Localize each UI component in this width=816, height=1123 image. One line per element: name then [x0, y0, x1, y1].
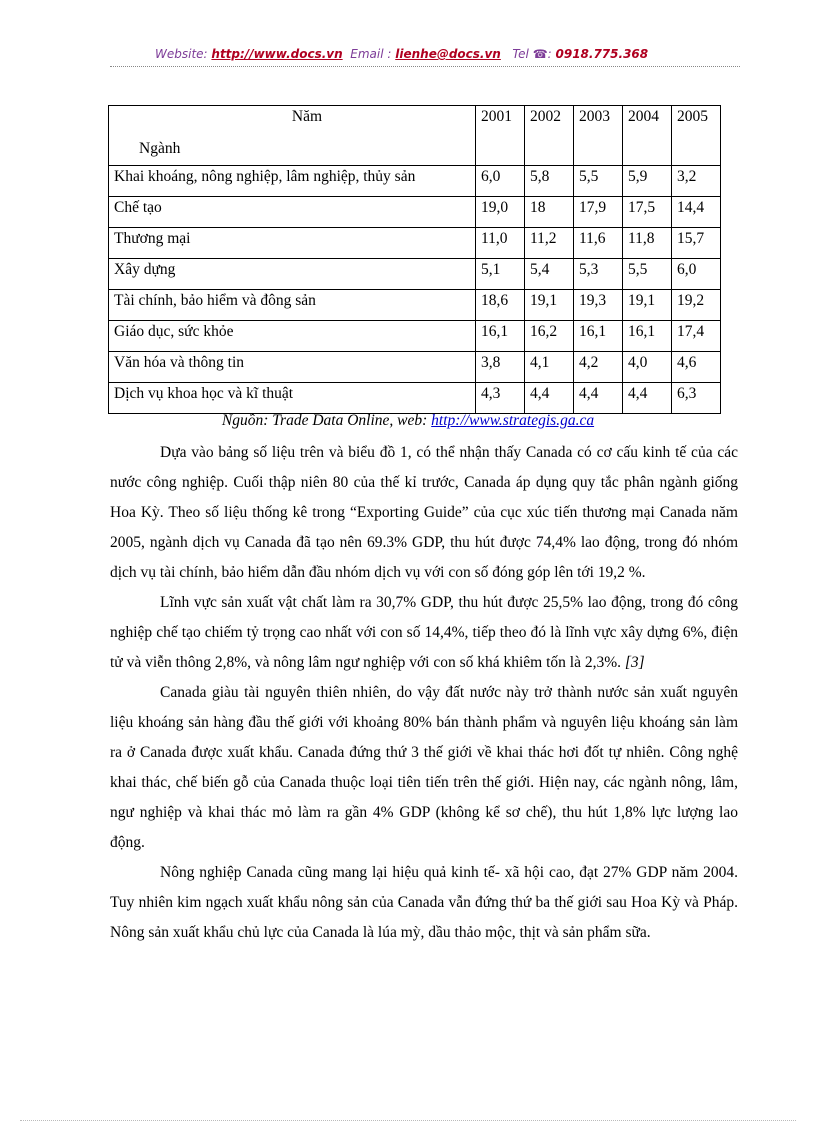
- value-cell: 5,1: [476, 259, 525, 290]
- value-cell: 4,4: [574, 383, 623, 414]
- value-cell: 19,1: [623, 290, 672, 321]
- year-column-header: 2004: [623, 106, 672, 166]
- value-cell: 18: [525, 197, 574, 228]
- table-source: [0, 412, 816, 430]
- sector-cell: Tài chính, bảo hiểm và đông sản: [109, 290, 476, 321]
- value-cell: 11,0: [476, 228, 525, 259]
- value-cell: 18,6: [476, 290, 525, 321]
- body-text: [110, 438, 738, 948]
- email-link[interactable]: lienhe@docs.vn: [395, 47, 501, 61]
- table-corner-header: [109, 106, 476, 166]
- value-cell: 4,3: [476, 383, 525, 414]
- value-cell: 4,1: [525, 352, 574, 383]
- value-cell: 17,5: [623, 197, 672, 228]
- table-header-row: [109, 106, 721, 166]
- value-cell: 4,6: [672, 352, 721, 383]
- value-cell: 16,1: [476, 321, 525, 352]
- sector-cell: Văn hóa và thông tin: [109, 352, 476, 383]
- website-label: Website:: [155, 47, 212, 61]
- value-cell: 5,9: [623, 166, 672, 197]
- table-row: [109, 383, 721, 414]
- value-cell: 19,0: [476, 197, 525, 228]
- year-column-header: 2003: [574, 106, 623, 166]
- value-cell: 3,8: [476, 352, 525, 383]
- table-row: [109, 197, 721, 228]
- value-cell: 4,0: [623, 352, 672, 383]
- tel-number: 0918.775.368: [555, 47, 649, 61]
- footer-divider: [20, 1120, 796, 1121]
- year-column-header: 2002: [525, 106, 574, 166]
- table-row: [109, 228, 721, 259]
- sector-header: Ngành: [139, 140, 181, 157]
- paragraph-text: Lĩnh vực sản xuất vật chất làm ra 30,7% GDP, thu hút được 25,5% lao động, trong đó công nghiệp chế tạo chiếm tỷ trọng cao nhất với con số 14,4%, tiếp theo đó là lĩnh vực xây dựng 6%, điện tử và viễn thông 2,8%, và nông lâm ngư nghiệp với con số khá khiêm tốn là 2,3%.: [110, 594, 738, 671]
- value-cell: 4,4: [623, 383, 672, 414]
- value-cell: 17,9: [574, 197, 623, 228]
- table-row: [109, 166, 721, 197]
- value-cell: 19,2: [672, 290, 721, 321]
- value-cell: 19,3: [574, 290, 623, 321]
- paragraph: Canada giàu tài nguyên thiên nhiên, do vậy đất nước này trở thành nước sản xuất nguyên liệu khoáng sản hàng đầu thế giới với khoảng 80% bán thành phẩm và nguyên liệu khoáng sản làm ra ở Canada được xuất khẩu. Canada đứng thứ 3 thế giới về khai thác hơi đốt tự nhiên. Công nghệ khai thác, chế biến gỗ của Canada thuộc loại tiên tiến trên thế giới. Hiện nay, các ngành nông, lâm, ngư nghiệp và khai thác mỏ làm ra gần 4% GDP (không kể sơ chế), thu hút 1,8% lực lượng lao động.: [110, 684, 738, 851]
- value-cell: 6,3: [672, 383, 721, 414]
- value-cell: 11,8: [623, 228, 672, 259]
- sector-table: [108, 105, 721, 414]
- year-header: Năm: [291, 108, 323, 125]
- sector-cell: Thương mại: [109, 228, 476, 259]
- email-label: Email :: [350, 47, 396, 61]
- value-cell: 16,1: [574, 321, 623, 352]
- sector-cell: Dịch vụ khoa học và kĩ thuật: [109, 383, 476, 414]
- value-cell: 16,1: [623, 321, 672, 352]
- paragraph: Dựa vào bảng số liệu trên và biểu đồ 1, có thể nhận thấy Canada có cơ cấu kinh tế của các nước công nghiệp. Cuối thập niên 80 của thế kỉ trước, Canada áp dụng quy tắc phân ngành giống Hoa Kỳ. Theo số liệu thống kê trong “Exporting Guide” của cục xúc tiến thương mại Canada năm 2005, ngành dịch vụ Canada đã tạo nên 69.3% GDP, thu hút được 74,4% lao động, trong đó nhóm dịch vụ tài chính, bảo hiểm dẫn đầu nhóm dịch vụ với con số đóng góp lên tới 19,2 %.: [110, 444, 738, 581]
- value-cell: 3,2: [672, 166, 721, 197]
- value-cell: 16,2: [525, 321, 574, 352]
- value-cell: 17,4: [672, 321, 721, 352]
- page-header: [155, 47, 755, 67]
- table-row: [109, 259, 721, 290]
- tel-label: Tel ☎:: [512, 47, 556, 61]
- table-row: [109, 290, 721, 321]
- value-cell: 5,3: [574, 259, 623, 290]
- value-cell: 15,7: [672, 228, 721, 259]
- sector-cell: Chế tạo: [109, 197, 476, 228]
- sector-cell: Khai khoáng, nông nghiệp, lâm nghiệp, thủy sản: [109, 166, 476, 197]
- sector-cell: Giáo dục, sức khỏe: [109, 321, 476, 352]
- value-cell: 6,0: [476, 166, 525, 197]
- value-cell: 14,4: [672, 197, 721, 228]
- year-column-header: 2001: [476, 106, 525, 166]
- header-divider: [110, 66, 740, 67]
- value-cell: 4,2: [574, 352, 623, 383]
- value-cell: 5,5: [574, 166, 623, 197]
- table-row: [109, 352, 721, 383]
- source-link[interactable]: http://www.strategis.ga.ca: [431, 412, 595, 429]
- value-cell: 11,6: [574, 228, 623, 259]
- value-cell: 4,4: [525, 383, 574, 414]
- table-row: [109, 321, 721, 352]
- source-label: Nguồn: Trade Data Online, web:: [221, 412, 432, 429]
- website-link[interactable]: http://www.docs.vn: [211, 47, 343, 61]
- value-cell: 6,0: [672, 259, 721, 290]
- value-cell: 5,5: [623, 259, 672, 290]
- paragraph: [110, 588, 738, 678]
- sector-cell: Xây dựng: [109, 259, 476, 290]
- citation: [3]: [624, 654, 645, 671]
- value-cell: 5,8: [525, 166, 574, 197]
- paragraph: Nông nghiệp Canada cũng mang lại hiệu quả kinh tế- xã hội cao, đạt 27% GDP năm 2004. Tuy nhiên kim ngạch xuất khẩu nông sản của Canada vẫn đứng thứ ba thế giới sau Hoa Kỳ và Pháp. Nông sản xuất khẩu chủ lực của Canada là lúa mỳ, dầu thảo mộc, thịt và sản phẩm sữa.: [110, 864, 738, 941]
- year-column-header: 2005: [672, 106, 721, 166]
- value-cell: 5,4: [525, 259, 574, 290]
- value-cell: 19,1: [525, 290, 574, 321]
- value-cell: 11,2: [525, 228, 574, 259]
